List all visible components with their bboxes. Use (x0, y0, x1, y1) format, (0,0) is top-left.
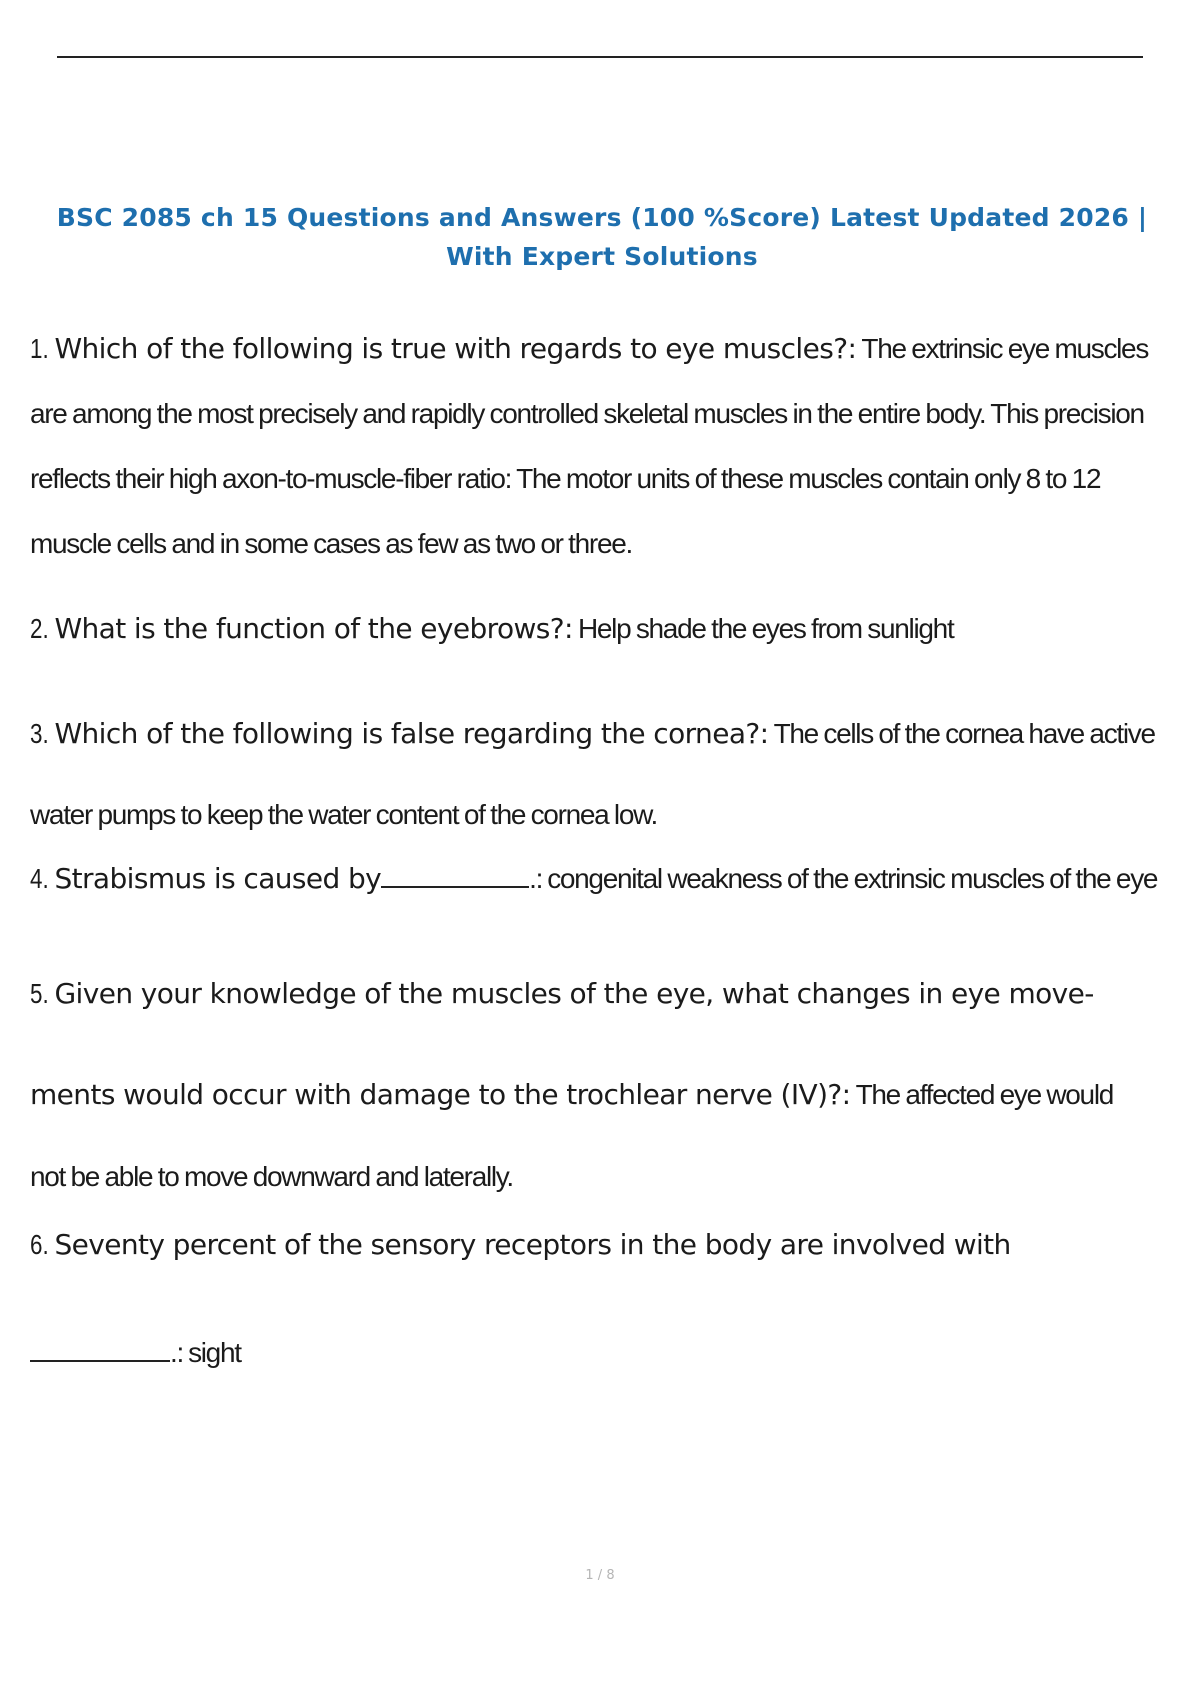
answer-text-part-1: The affected eye would (855, 1079, 1114, 1110)
question-number: 3. (30, 718, 49, 749)
title-line-2: With Expert Solutions (446, 242, 758, 271)
question-suffix: .: (170, 1337, 183, 1368)
question-number: 2. (30, 613, 49, 644)
answer-text-part-2: not be able to move downward and laterally. (30, 1161, 513, 1192)
answer-text: sight (188, 1337, 241, 1368)
question-text: Seventy percent of the sensory receptors in the body are involved with (54, 1228, 1011, 1261)
page-number: 1 / 8 (585, 1568, 615, 1583)
question-text: Which of the following is false regarding the cornea?: (54, 717, 769, 750)
top-divider (57, 56, 1143, 58)
title-line-1: BSC 2085 ch 15 Questions and Answers (100 %Score) Latest Updated 2026 | (56, 203, 1148, 232)
answer-blank (381, 864, 529, 888)
question-text: Strabismus is caused by (54, 862, 382, 895)
answer-blank (30, 1338, 170, 1362)
question-item-4 (30, 855, 1178, 907)
question-number: 6. (30, 1229, 49, 1260)
question-item-3 (30, 695, 1178, 857)
question-text: Which of the following is true with regards to eye muscles?: (54, 332, 857, 365)
question-item-1 (30, 318, 1178, 578)
question-number: 5. (30, 978, 49, 1009)
question-text-line-2: ments would occur with damage to the trochlear nerve (IV)?: (30, 1078, 851, 1111)
answer-text: congenital weakness of the extrinsic muscles of the eye (547, 863, 1158, 894)
question-suffix: .: (529, 863, 543, 894)
question-text-line-1: Given your knowledge of the muscles of the eye, what changes in eye move- (54, 977, 1094, 1010)
answer-text: The extrinsic eye muscles are among the most precisely and rapidly controlled skeletal muscles in the entire body. This precision reflects their high axon-to-muscle-fiber ratio: The motor units of these muscles contain only 8 to 12 muscle cells and in some cases as few as two or three. (30, 333, 1149, 559)
document-title (28, 198, 1176, 276)
question-item-2 (30, 605, 1178, 657)
question-text: What is the function of the eyebrows?: (54, 612, 573, 645)
question-number: 1. (30, 333, 49, 364)
answer-text: The cells of the cornea have active water pumps to keep the water content of the cornea low. (30, 718, 1155, 830)
answer-text: Help shade the eyes from sunlight (577, 613, 954, 644)
question-item-6 (30, 1193, 1178, 1409)
question-number: 4. (30, 863, 49, 894)
document-header (28, 198, 1176, 276)
